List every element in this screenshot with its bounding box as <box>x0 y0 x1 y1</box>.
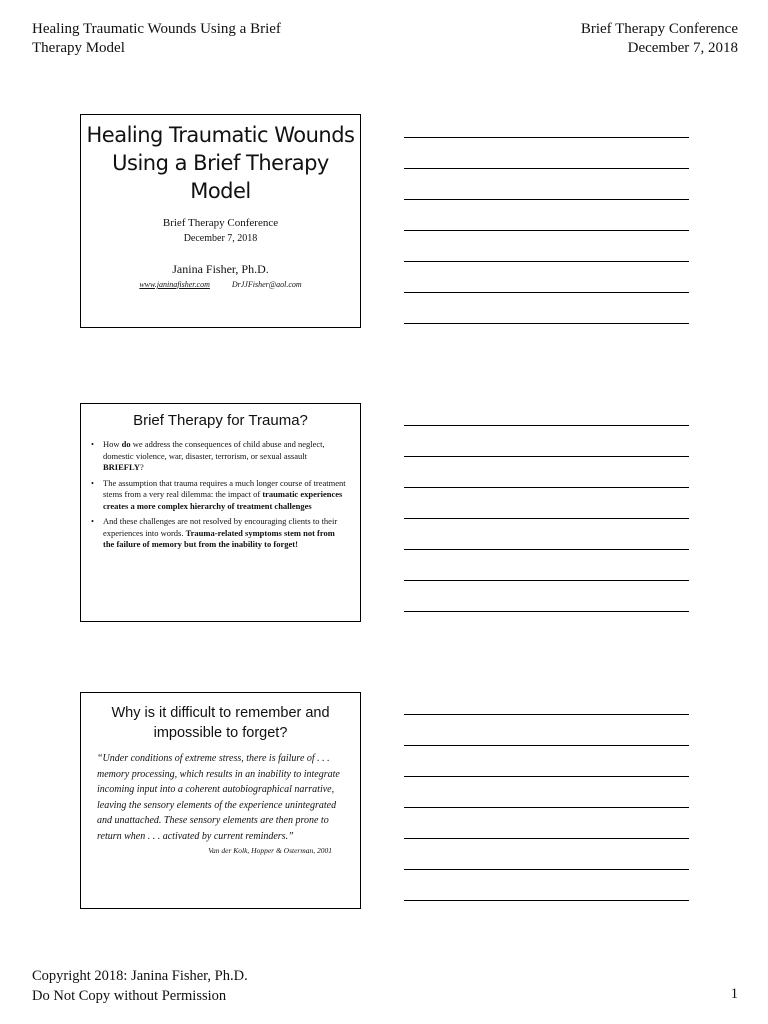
note-line <box>404 425 689 426</box>
page-number: 1 <box>730 986 738 1002</box>
note-line <box>404 714 689 715</box>
bullet-1: • How do we address the consequences of child abuse and neglect, domestic violence, war, disaster, terrorism, or sexual assault BRIEFLY? <box>91 439 346 474</box>
note-line <box>404 611 689 612</box>
note-line <box>404 230 689 231</box>
slide-1 <box>80 114 361 328</box>
header-right <box>438 20 738 58</box>
header-date: December 7, 2018 <box>627 40 738 56</box>
header-doc-title-line1: Healing Traumatic Wounds Using a Brief <box>32 21 281 37</box>
header-conference: Brief Therapy Conference <box>580 21 738 37</box>
slide-1-author: Janina Fisher, Ph.D. <box>172 262 269 276</box>
slide-1-title: Healing Traumatic Wounds Using a Brief Therapy Model <box>86 123 355 203</box>
copyright: Copyright 2018: Janina Fisher, Ph.D. <box>32 968 248 984</box>
note-line <box>404 869 689 870</box>
slide-3 <box>80 692 361 909</box>
bullet-3: • And these challenges are not resolved by encouraging clients to their experiences into words. Trauma-related symptoms stem not from the failure of memory but from the inability to forget! <box>91 516 346 551</box>
note-line <box>404 549 689 550</box>
note-line <box>404 518 689 519</box>
note-line <box>404 137 689 138</box>
slide-2-title: Brief Therapy for Trauma? <box>133 412 308 429</box>
slide-1-date: December 7, 2018 <box>183 233 258 244</box>
note-line <box>404 292 689 293</box>
note-line <box>404 261 689 262</box>
note-line <box>404 323 689 324</box>
note-line <box>404 776 689 777</box>
slide-2-bullets <box>91 439 346 551</box>
note-line <box>404 168 689 169</box>
note-line <box>404 745 689 746</box>
website-link[interactable]: www.janinafisher.com <box>139 280 210 289</box>
email-link[interactable]: DrJJFisher@aol.com <box>231 280 302 289</box>
slide-3-citation: Van der Kolk, Hopper & Osterman, 2001 <box>208 846 332 855</box>
note-line <box>404 487 689 488</box>
slide-2 <box>80 403 361 622</box>
note-line <box>404 807 689 808</box>
note-line <box>404 838 689 839</box>
slide-3-title: Why is it difficult to remember and impossible to forget? <box>111 705 330 741</box>
bullet-2: • The assumption that trauma requires a much longer course of treatment stems from a very real dilemma: the impact of traumatic experiences creates a more complex hierarchy of treatment challenges <box>91 478 346 513</box>
header-doc-title-line2: Therapy Model <box>32 40 125 56</box>
slide-1-subtitle: Brief Therapy Conference <box>162 217 279 229</box>
header-left <box>32 20 352 58</box>
slide-1-contact <box>81 280 360 289</box>
note-line <box>404 456 689 457</box>
note-line <box>404 580 689 581</box>
note-line <box>404 199 689 200</box>
permission-notice: Do Not Copy without Permission <box>32 988 227 1004</box>
note-line <box>404 900 689 901</box>
footer <box>32 966 248 1006</box>
slide-3-quote: “Under conditions of extreme stress, there is failure of . . . memory processing, which results in an inability to integrate incoming input into a coherent autobiographical narrative, leaving the sensory elements of the experience unintegrated and unattached. These sensory elements are then prone to return when . . . activated by current reminders.” <box>97 753 340 842</box>
